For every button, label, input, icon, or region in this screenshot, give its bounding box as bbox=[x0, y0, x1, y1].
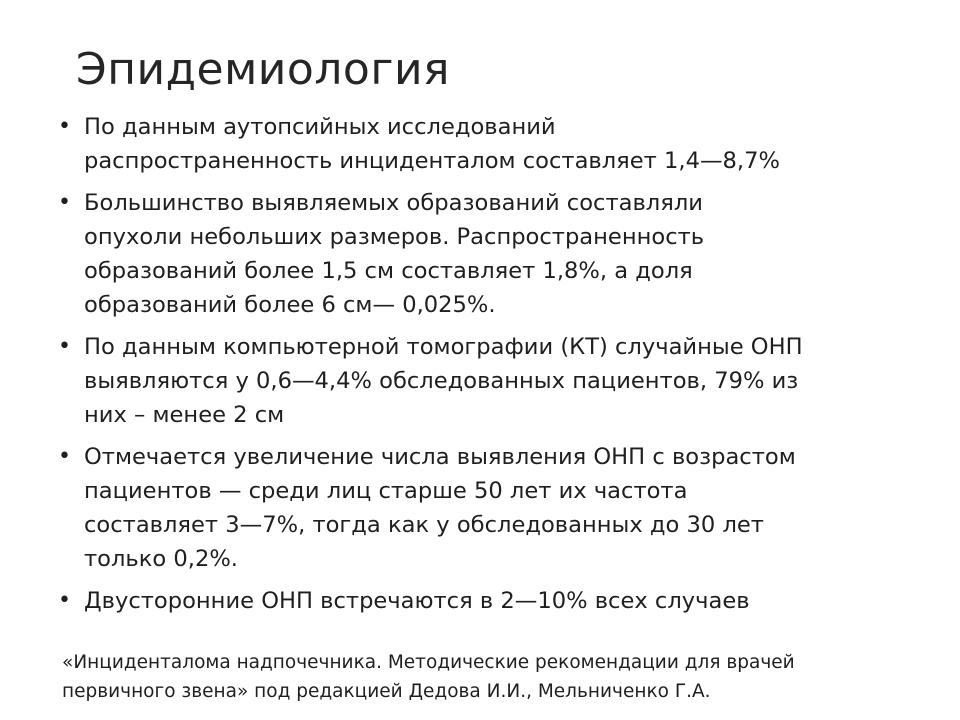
bullet-line: Отмечается увеличение числа выявления ОНП с возрастом bbox=[84, 444, 796, 470]
bullet-line: Большинство выявляемых образований составляли bbox=[84, 190, 703, 216]
bullet-icon: • bbox=[58, 444, 71, 469]
bullet-line: только 0,2%. bbox=[84, 546, 238, 572]
bullet-item bbox=[58, 440, 938, 576]
source-line: «Инциденталома надпочечника. Методические рекомендации для врачей bbox=[62, 652, 795, 673]
bullet-icon: • bbox=[58, 588, 71, 613]
bullet-line: них – менее 2 см bbox=[84, 402, 285, 428]
bullet-line: опухоли небольших размеров. Распространенность bbox=[84, 224, 705, 250]
bullet-line: образований более 6 см— 0,025%. bbox=[84, 292, 496, 318]
bullet-icon: • bbox=[58, 114, 71, 139]
bullet-line: пациентов — среди лиц старше 50 лет их частота bbox=[84, 478, 688, 504]
bullet-line: распространенность инциденталом составляет 1,4—8,7% bbox=[84, 148, 780, 174]
slide-title: Эпидемиология bbox=[76, 44, 451, 95]
bullet-line: образований более 1,5 см составляет 1,8%, а доля bbox=[84, 258, 693, 284]
bullet-item bbox=[58, 110, 938, 178]
bullet-line: Двусторонние ОНП встречаются в 2—10% всех случаев bbox=[84, 588, 750, 614]
bullet-item bbox=[58, 186, 938, 322]
bullet-line: По данным компьютерной томографии (КТ) случайные ОНП bbox=[84, 334, 803, 360]
bullet-line: составляет 3—7%, тогда как у обследованных до 30 лет bbox=[84, 512, 764, 538]
bullet-list bbox=[58, 110, 938, 626]
bullet-item bbox=[58, 584, 938, 618]
bullet-icon: • bbox=[58, 334, 71, 359]
source-line: первичного звена» под редакцией Дедова И.И., Мельниченко Г.А. bbox=[62, 681, 711, 702]
bullet-line: По данным аутопсийных исследований bbox=[84, 114, 556, 140]
bullet-item bbox=[58, 330, 938, 432]
bullet-line: выявляются у 0,6—4,4% обследованных пациентов, 79% из bbox=[84, 368, 799, 394]
source-citation bbox=[62, 648, 922, 706]
bullet-icon: • bbox=[58, 190, 71, 215]
